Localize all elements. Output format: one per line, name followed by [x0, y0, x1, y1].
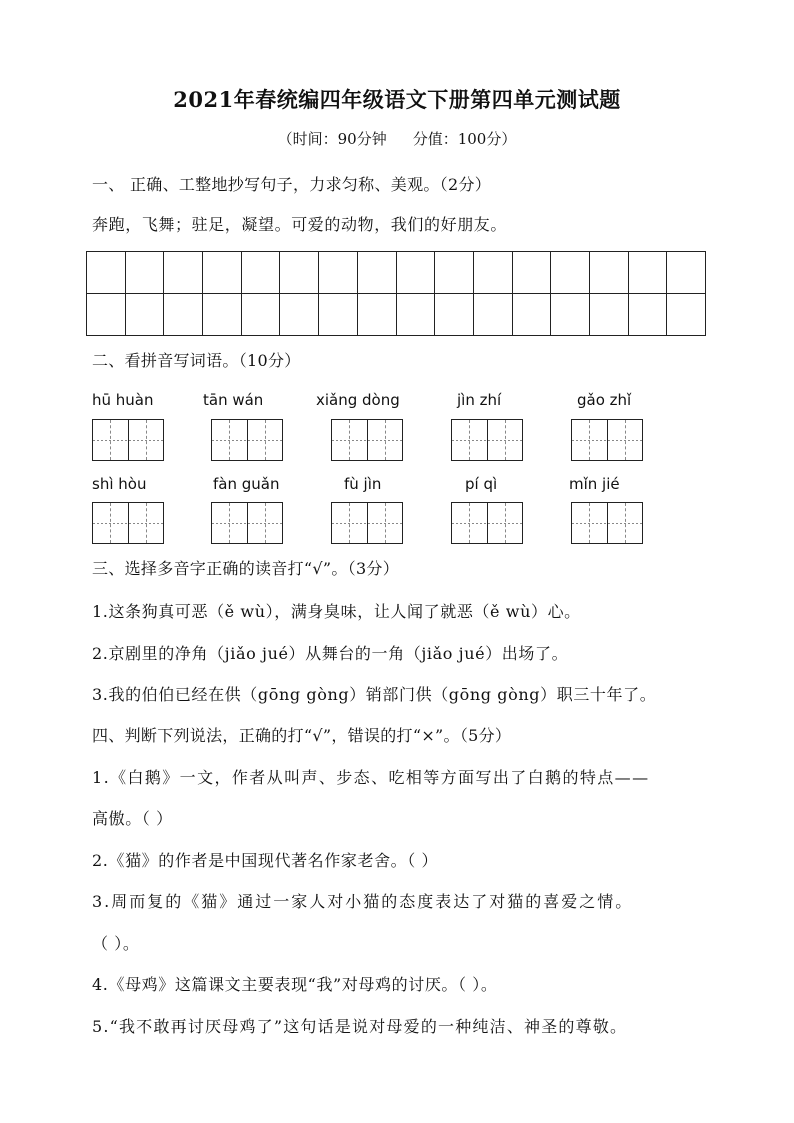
grid-cell[interactable] — [396, 252, 435, 294]
question-item: 3.周而复的《猫》通过一家人对小猫的态度表达了对猫的喜爱之情。 — [92, 892, 634, 911]
grid-cell[interactable] — [512, 252, 551, 294]
grid-cell[interactable] — [628, 252, 667, 294]
answer-box[interactable] — [331, 502, 403, 544]
grid-cell[interactable] — [164, 252, 203, 294]
question-item: 1.《白鹅》一文，作者从叫声、步态、吃相等方面写出了白鹅的特点—— — [92, 768, 650, 787]
total-score: 分值：100分） — [412, 130, 517, 148]
time-limit: （时间：90分钟 — [277, 130, 387, 148]
pinyin-label: mǐn jié — [569, 475, 620, 493]
grid-cell[interactable] — [435, 252, 474, 294]
grid-cell[interactable] — [319, 252, 358, 294]
answer-box[interactable] — [331, 419, 403, 461]
grid-cell[interactable] — [435, 294, 474, 336]
grid-cell[interactable] — [164, 294, 203, 336]
grid-cell[interactable] — [203, 252, 242, 294]
grid-cell[interactable] — [241, 294, 280, 336]
grid-cell[interactable] — [357, 252, 396, 294]
pinyin-label: shì hòu — [92, 475, 147, 493]
answer-box[interactable] — [571, 419, 643, 461]
answer-box[interactable] — [211, 419, 283, 461]
question-item: 5.“我不敢再讨厌母鸡了”这句话是说对母爱的一种纯洁、神圣的尊敬。 — [92, 1017, 628, 1036]
pinyin-label: xiǎng dòng — [316, 391, 400, 409]
answer-box[interactable] — [571, 502, 643, 544]
grid-cell[interactable] — [589, 294, 628, 336]
question-item: （ ）。 — [92, 934, 140, 953]
grid-cell[interactable] — [667, 294, 706, 336]
section2-header: 二、看拼音写词语。（10分） — [92, 351, 301, 370]
question-item: 高傲。（ ） — [92, 809, 173, 828]
grid-cell[interactable] — [280, 294, 319, 336]
grid-row — [87, 252, 706, 294]
answer-box[interactable] — [92, 502, 164, 544]
pinyin-label: fù jìn — [344, 475, 382, 493]
grid-cell[interactable] — [551, 252, 590, 294]
page-title: 2021年春统编四年级语文下册第四单元测试题 — [173, 87, 621, 112]
question-item: 2.京剧里的净角（jiǎo jué）从舞台的一角（jiǎo jué）出场了。 — [92, 644, 569, 663]
grid-cell[interactable] — [319, 294, 358, 336]
pinyin-label: jìn zhí — [457, 391, 502, 409]
grid-cell[interactable] — [473, 252, 512, 294]
answer-box[interactable] — [211, 502, 283, 544]
pinyin-label: fàn guǎn — [213, 475, 280, 493]
question-item: 3.我的伯伯已经在供（gōng gòng）销部门供（gōng gòng）职三十年了。 — [92, 685, 657, 704]
grid-cell[interactable] — [551, 294, 590, 336]
grid-cell[interactable] — [357, 294, 396, 336]
grid-cell[interactable] — [241, 252, 280, 294]
grid-row — [87, 294, 706, 336]
question-item: 4.《母鸡》这篇课文主要表现“我”对母鸡的讨厌。（ ）。 — [92, 975, 498, 994]
grid-cell[interactable] — [589, 252, 628, 294]
question-item: 1.这条狗真可恶（ě wù），满身臭味，让人闻了就恶（ě wù）心。 — [92, 602, 581, 621]
pinyin-label: pí qì — [465, 475, 498, 493]
grid-cell[interactable] — [628, 294, 667, 336]
section1-header: 一、 正确、工整地抄写句子，力求匀称、美观。（2分） — [92, 175, 492, 194]
grid-cell[interactable] — [87, 252, 126, 294]
answer-box[interactable] — [92, 419, 164, 461]
copy-sentence: 奔跑，飞舞；驻足，凝望。可爱的动物，我们的好朋友。 — [92, 215, 508, 234]
grid-cell[interactable] — [396, 294, 435, 336]
pinyin-label: gǎo zhǐ — [577, 391, 632, 409]
section3-header: 三、选择多音字正确的读音打“√”。（3分） — [92, 559, 400, 578]
answer-box[interactable] — [451, 419, 523, 461]
grid-cell[interactable] — [125, 294, 164, 336]
grid-cell[interactable] — [280, 252, 319, 294]
copy-writing-grid[interactable] — [86, 251, 706, 336]
grid-cell[interactable] — [125, 252, 164, 294]
grid-cell[interactable] — [512, 294, 551, 336]
question-item: 2.《猫》的作者是中国现代著名作家老舍。（ ） — [92, 851, 439, 870]
grid-cell[interactable] — [473, 294, 512, 336]
grid-cell[interactable] — [667, 252, 706, 294]
grid-cell[interactable] — [203, 294, 242, 336]
grid-cell[interactable] — [87, 294, 126, 336]
pinyin-label: hū huàn — [92, 391, 154, 409]
pinyin-label: tān wán — [203, 391, 264, 409]
section4-header: 四、判断下列说法，正确的打“√”，错误的打“×”。（5分） — [92, 726, 512, 745]
answer-box[interactable] — [451, 502, 523, 544]
exam-info — [0, 128, 794, 149]
